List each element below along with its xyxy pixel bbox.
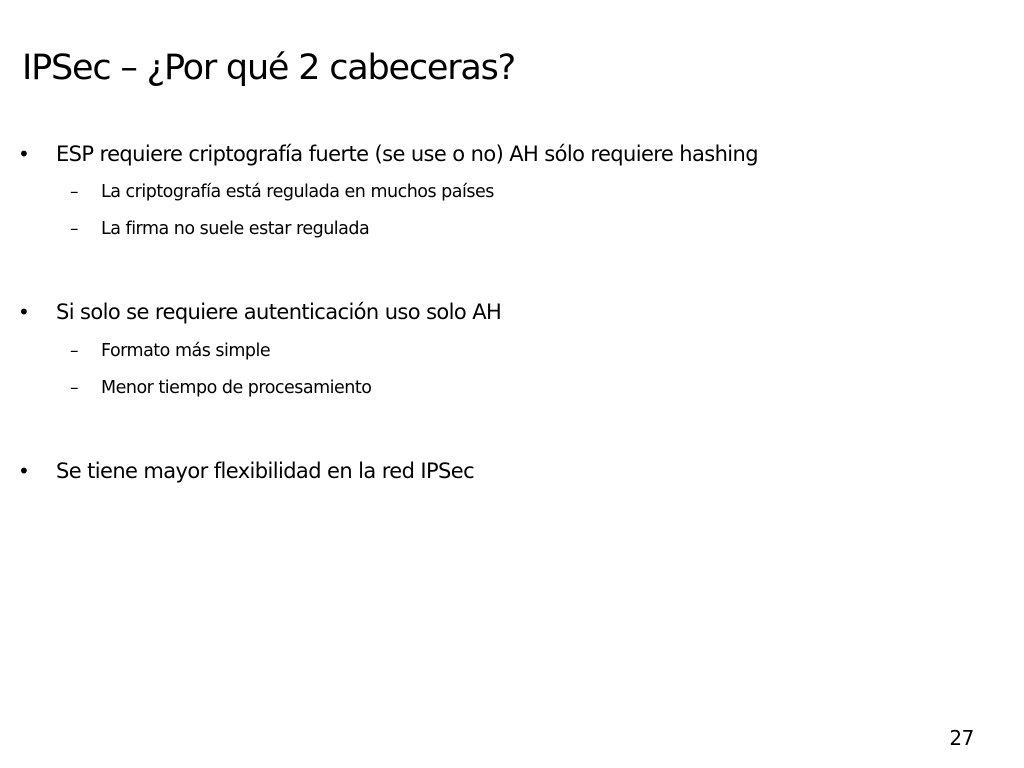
sub-item xyxy=(0,216,1000,242)
bullet-text: Se tiene mayor flexibilidad en la red IPSec xyxy=(56,459,475,483)
bullet-dot-icon: • xyxy=(18,300,30,324)
dash-icon: – xyxy=(70,219,79,239)
dash-icon: – xyxy=(70,378,79,398)
bullet-item xyxy=(0,139,1000,169)
slide-title: IPSec – ¿Por qué 2 cabeceras? xyxy=(22,48,516,88)
sub-item-text: La firma no suele estar regulada xyxy=(101,219,370,239)
sub-item xyxy=(0,338,1000,364)
sub-item-text: Menor tiempo de procesamiento xyxy=(101,378,372,398)
dash-icon: – xyxy=(70,341,79,361)
bullet-text: Si solo se requiere autenticación uso solo AH xyxy=(56,300,502,324)
bullet-item xyxy=(0,297,1000,327)
page-number: 27 xyxy=(949,726,974,750)
sub-item xyxy=(0,375,1000,401)
bullet-text: ESP requiere criptografía fuerte (se use o no) AH sólo requiere hashing xyxy=(56,142,758,166)
sub-item xyxy=(0,179,1000,205)
bullet-item xyxy=(0,456,1000,486)
sub-item-text: La criptografía está regulada en muchos países xyxy=(101,182,494,202)
dash-icon: – xyxy=(70,182,79,202)
bullet-dot-icon: • xyxy=(18,459,30,483)
sub-item-text: Formato más simple xyxy=(101,341,271,361)
bullet-dot-icon: • xyxy=(18,142,30,166)
